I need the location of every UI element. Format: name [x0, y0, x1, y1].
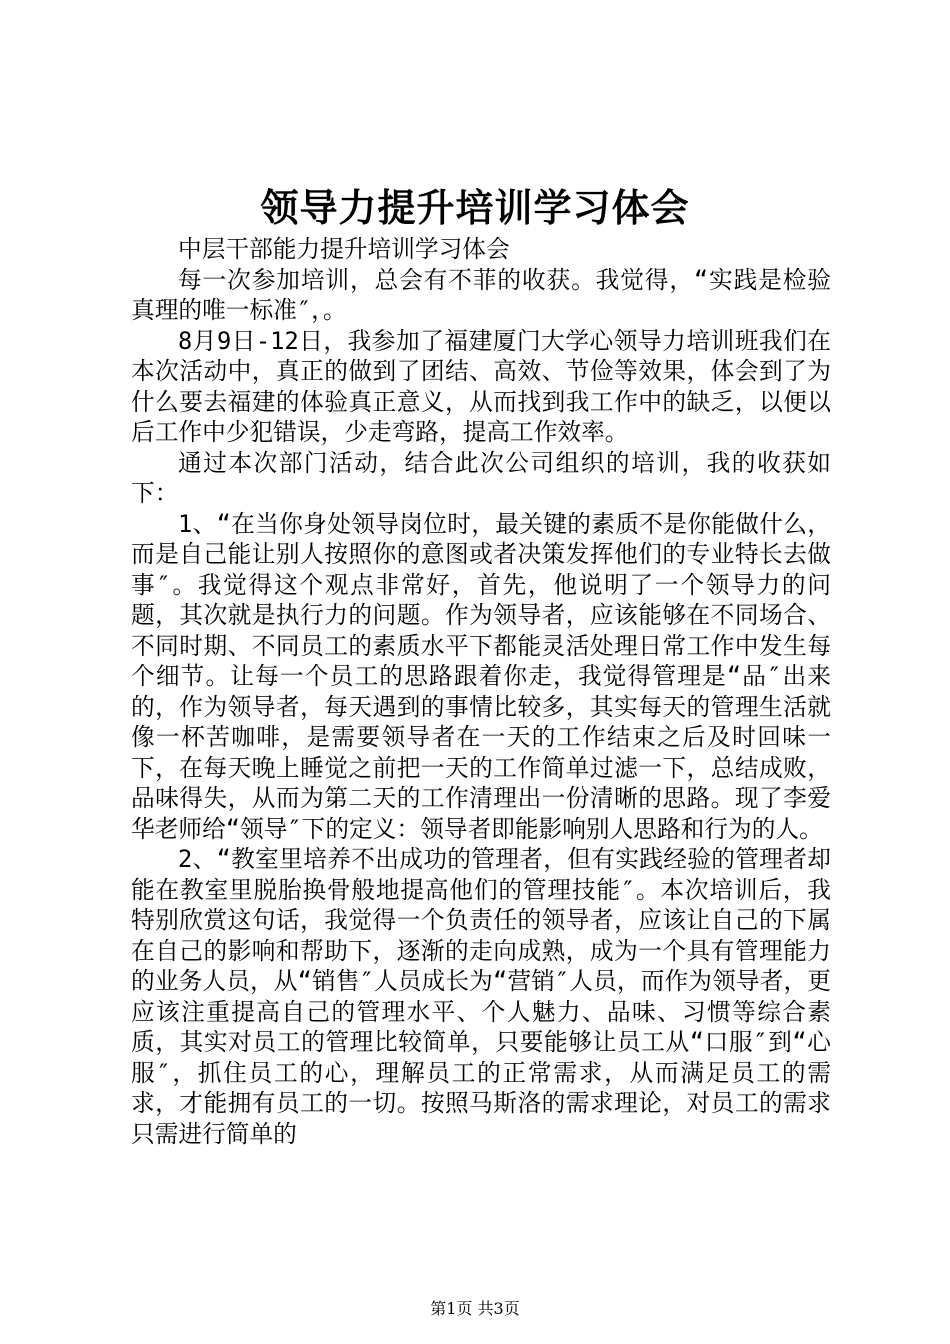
document-body	[131, 234, 831, 1149]
paragraph-subtitle: 中层干部能力提升培训学习体会	[178, 235, 510, 263]
paragraph-intro: 每一次参加培训，总会有不菲的收获。我觉得，“实践是检验真理的唯一标准″，。	[131, 265, 831, 324]
paragraph-gains-intro: 通过本次部门活动，结合此次公司组织的培训，我的收获如下：	[131, 448, 831, 507]
page-footer: 第1页 共3页	[430, 1299, 520, 1318]
paragraph-point-1: 1、“在当你身处领导岗位时，最关键的素质不是你能做什么，而是自己能让别人按照你的意图或者决策发挥他们的专业特长去做事″。我觉得这个观点非常好，首先，他说明了一个领导力的问题，其次就是执行力的问题。作为领导者，应该能够在不同场合、不同时期、不同员工的素质水平下都能灵活处理日常工作中发生每个细节。让每一个员工的思路跟着你走，我觉得管理是“品″出来的，作为领导者，每天遇到的事情比较多，其实每天的管理生活就像一杯苦咖啡，是需要领导者在一天的工作结束之后及时回味一下，在每天晚上睡觉之前把一天的工作简单过滤一下，总结成败，品味得失，从而为第二天的工作清理出一份清晰的思路。现了李爱华老师给“领导″下的定义：领导者即能影响别人思路和行为的人。	[131, 509, 831, 843]
document-title: 领导力提升培训学习体会	[260, 185, 690, 230]
paragraph-training-dates: 8月9日-12日，我参加了福建厦门大学心领导力培训班我们在本次活动中，真正的做到了团结、高效、节俭等效果，体会到了为什么要去福建的体验真正意义，从而找到我工作中的缺乏，以便以后工作中少犯错误，少走弯路，提高工作效率。	[131, 326, 831, 446]
paragraph-point-2: 2、“教室里培养不出成功的管理者，但有实践经验的管理者却能在教室里脱胎换骨般地提高他们的管理技能″。本次培训后，我特别欣赏这句话，我觉得一个负责任的领导者，应该让自己的下属在自己的影响和帮助下，逐渐的走向成熟，成为一个具有管理能力的业务人员，从“销售″人员成长为“营销″人员，而作为领导者，更应该注重提高自己的管理水平、个人魅力、品味、习惯等综合素质，其实对员工的管理比较简单，只要能够让员工从“口服″到“心服″，抓住员工的心，理解员工的正常需求，从而满足员工的需求，才能拥有员工的一切。按照马斯洛的需求理论，对员工的需求只需进行简单的	[131, 845, 831, 1148]
